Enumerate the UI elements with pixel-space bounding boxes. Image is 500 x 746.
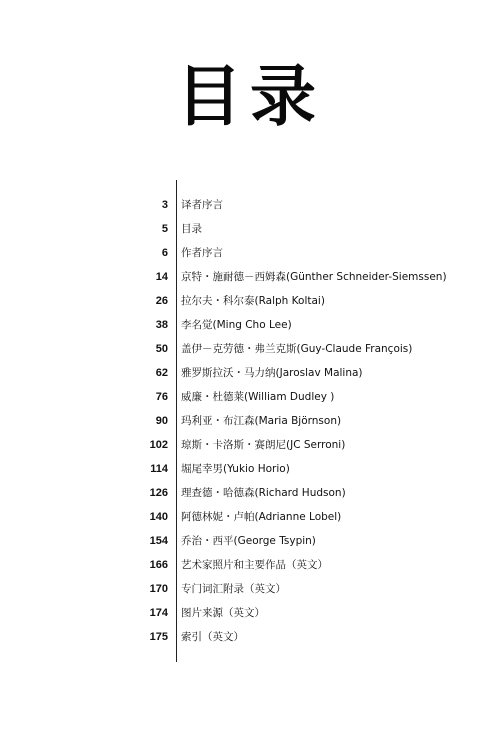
toc-entry-title: 作者序言 — [181, 247, 223, 259]
toc-entry-title: 盖伊－克劳德・弗兰克斯(Guy-Claude François) — [181, 343, 413, 355]
toc-page-number: 174 — [149, 607, 168, 619]
toc-page-number: 50 — [155, 343, 168, 355]
toc-page-number: 6 — [161, 247, 168, 259]
toc-entry-title: 理查德・哈德森(Richard Hudson) — [181, 487, 346, 499]
toc-entry[interactable] — [0, 626, 500, 648]
toc-page-number: 26 — [155, 295, 168, 307]
toc-entry-title: 李名觉(Ming Cho Lee) — [181, 319, 292, 331]
toc-page-number: 140 — [149, 511, 168, 523]
toc-entry-title: 译者序言 — [181, 199, 223, 211]
toc-entry-title: 专门词汇附录（英文） — [181, 583, 286, 595]
toc-page-number: 166 — [149, 559, 168, 571]
toc-page-number: 170 — [149, 583, 168, 595]
toc-entry[interactable] — [0, 242, 500, 264]
toc-entry[interactable] — [0, 434, 500, 456]
toc-entry[interactable] — [0, 506, 500, 528]
toc-page-number: 62 — [155, 367, 168, 379]
toc-entry[interactable] — [0, 482, 500, 504]
toc-entry[interactable] — [0, 458, 500, 480]
toc-entry[interactable] — [0, 386, 500, 408]
toc-page-number: 5 — [161, 223, 168, 235]
toc-entry-title: 索引（英文） — [181, 631, 244, 643]
toc-page-number: 14 — [155, 271, 168, 283]
toc-page-number: 154 — [149, 535, 168, 547]
toc-page-number: 175 — [149, 631, 168, 643]
toc-page-number: 3 — [161, 199, 168, 211]
toc-entry[interactable] — [0, 362, 500, 384]
toc-entry[interactable] — [0, 338, 500, 360]
toc-entry[interactable] — [0, 218, 500, 240]
toc-entry[interactable] — [0, 410, 500, 432]
toc-entry[interactable] — [0, 314, 500, 336]
toc-entry-title: 京特・施耐德－西姆森(Günther Schneider-Siemssen) — [181, 271, 447, 283]
toc-entry[interactable] — [0, 290, 500, 312]
toc-entry-title: 乔治・西平(George Tsypin) — [181, 535, 316, 547]
toc-entry-title: 琼斯・卡洛斯・赛朗尼(JC Serroni) — [181, 439, 346, 451]
toc-entry-title: 图片来源（英文） — [181, 607, 265, 619]
toc-entry[interactable] — [0, 530, 500, 552]
toc-entry-title: 堀尾幸男(Yukio Horio) — [181, 463, 290, 475]
toc-entry[interactable] — [0, 602, 500, 624]
toc-page-number: 38 — [155, 319, 168, 331]
toc-entry-title: 玛利亚・布江森(Maria Björnson) — [181, 415, 342, 427]
toc-entry-title: 威廉・杜德莱(William Dudley ) — [181, 391, 335, 403]
toc-entry[interactable] — [0, 578, 500, 600]
toc-entry-title: 目录 — [181, 223, 202, 235]
toc-page-number: 76 — [155, 391, 168, 403]
toc-page-number: 126 — [149, 487, 168, 499]
toc-entry[interactable] — [0, 266, 500, 288]
toc-page-number: 90 — [155, 415, 168, 427]
page-title: 目录 — [176, 58, 324, 135]
toc-entry-title: 雅罗斯拉沃・马力纳(Jaroslav Malina) — [181, 367, 363, 379]
toc-entry-title: 阿德林妮・卢帕(Adrianne Lobel) — [181, 511, 342, 523]
toc-page-number: 102 — [149, 439, 168, 451]
toc-page-number: 114 — [150, 463, 168, 475]
toc-entry-title: 艺术家照片和主要作品（英文） — [181, 559, 328, 571]
toc-entry[interactable] — [0, 194, 500, 216]
toc-entry[interactable] — [0, 554, 500, 576]
toc-entry-title: 拉尔夫・科尔泰(Ralph Koltai) — [181, 295, 325, 307]
